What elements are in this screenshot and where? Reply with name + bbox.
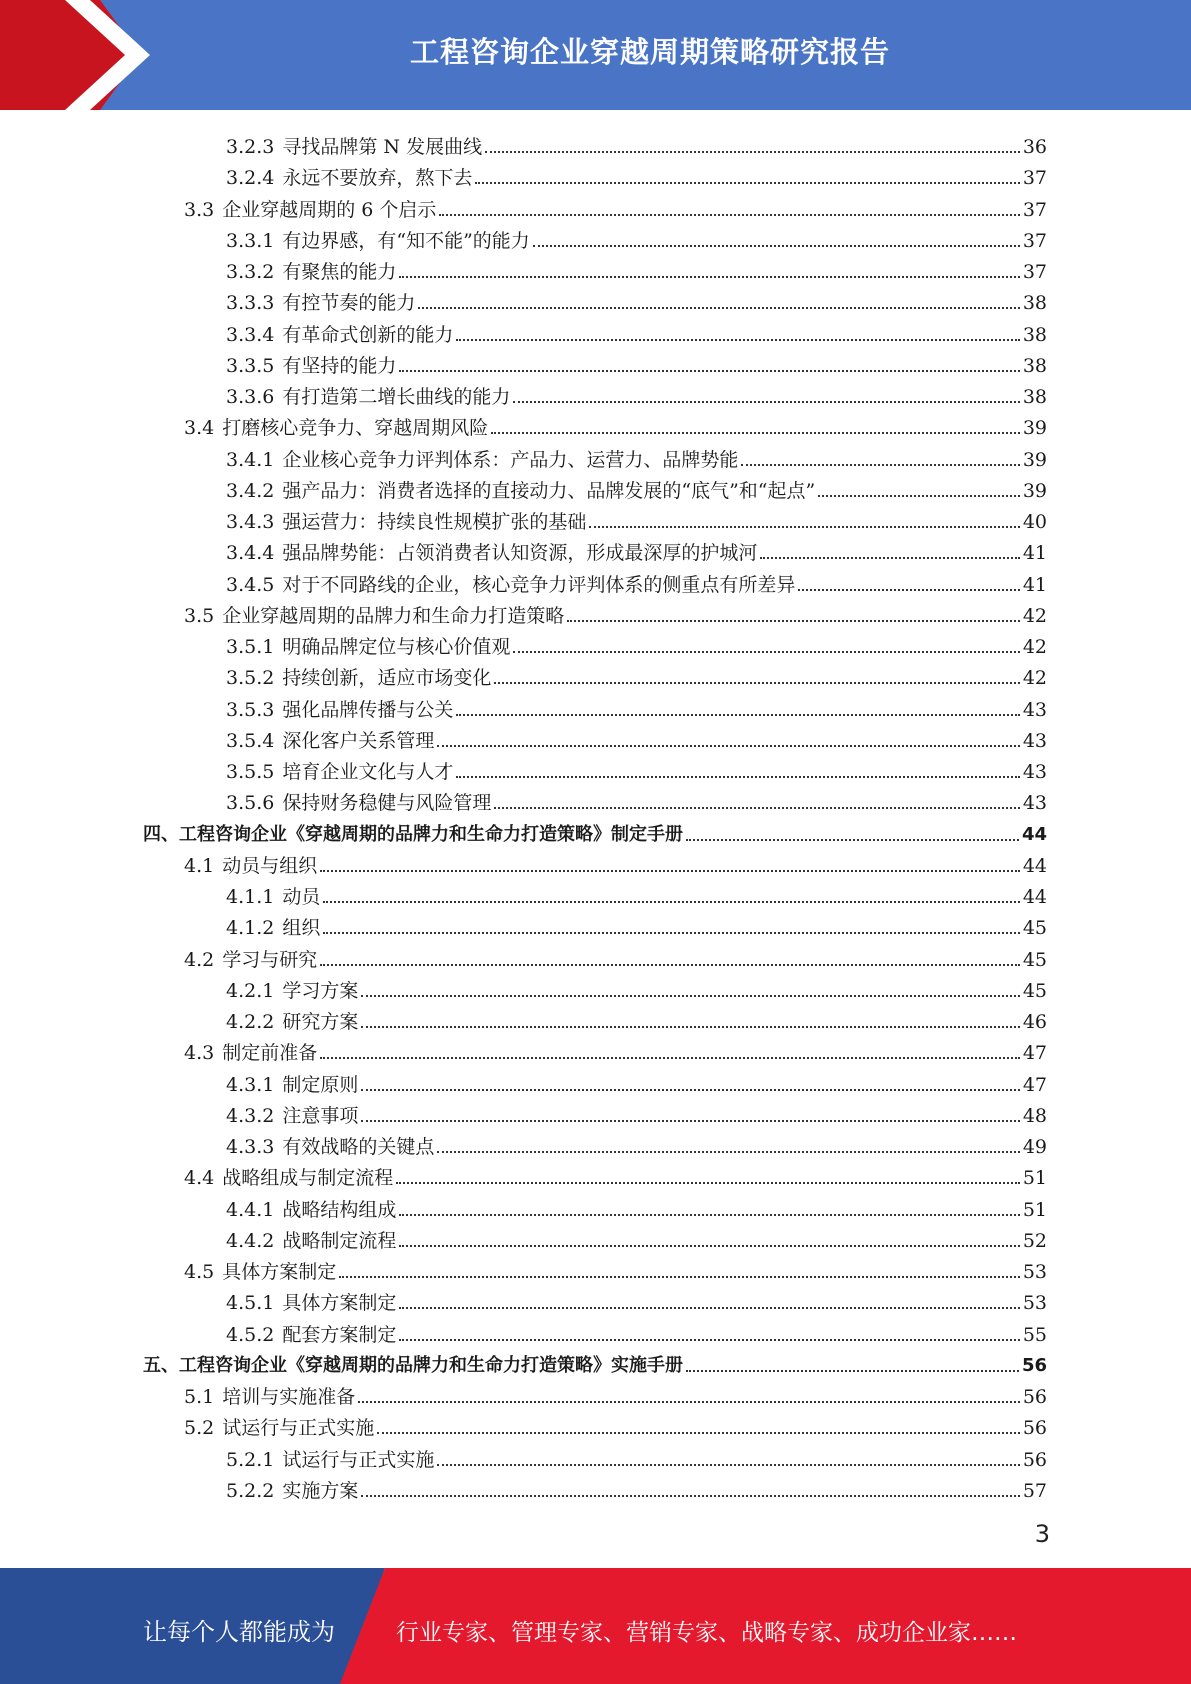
toc-entry-page: 40 [1022, 511, 1047, 533]
toc-dot-leader [439, 213, 1019, 216]
toc-entry-number: 3.4.5 [226, 573, 275, 596]
page-footer [0, 1568, 1191, 1684]
toc-dot-leader [399, 1306, 1019, 1309]
toc-entry[interactable] [226, 1441, 1047, 1472]
toc-entry[interactable] [143, 816, 1047, 847]
toc-entry-number: 5.1 [184, 1386, 215, 1408]
toc-dot-leader [475, 181, 1019, 184]
toc-entry-number: 3.5 [184, 604, 215, 627]
toc-entry-number: 4.3.1 [226, 1073, 275, 1096]
toc-entry[interactable] [184, 1034, 1047, 1065]
toc-entry-number: 4.4.1 [226, 1198, 275, 1221]
toc-dot-leader [686, 838, 1019, 841]
toc-entry-number: 3.2.4 [226, 167, 275, 190]
toc-entry-number: 3.3.3 [226, 292, 275, 315]
page-number: 3 [1034, 1520, 1050, 1548]
toc-entry-page: 55 [1022, 1323, 1047, 1346]
toc-entry-title: 有坚持的能力 [282, 354, 397, 377]
toc-entry-page: 56 [1021, 1354, 1047, 1376]
toc-entry-title: 企业核心竞争力评判体系：产品力、运营力、品牌势能 [282, 448, 739, 471]
toc-entry-page: 53 [1022, 1292, 1047, 1315]
toc-dot-leader [399, 1244, 1019, 1247]
toc-dot-leader [437, 744, 1019, 747]
toc-dot-leader [533, 244, 1020, 247]
toc-entry-title: 企业穿越周期的品牌力和生命力打造策略 [222, 604, 565, 627]
toc-entry-title: 战略制定流程 [282, 1229, 397, 1252]
toc-dot-leader [491, 431, 1020, 434]
toc-entry-title: 对于不同路线的企业，核心竞争力评判体系的侧重点有所差异 [282, 573, 796, 596]
toc-entry-title: 深化客户关系管理 [282, 729, 435, 752]
toc-entry-number: 3.5.6 [226, 792, 275, 815]
toc-dot-leader [377, 1431, 1020, 1434]
toc-entry[interactable] [184, 847, 1047, 878]
toc-entry-title: 具体方案制定 [222, 1261, 337, 1283]
toc-entry[interactable] [226, 316, 1047, 347]
toc-entry-title: 注意事项 [282, 1104, 359, 1127]
toc-entry-number: 3.4 [184, 417, 215, 440]
report-title: 工程咨询企业穿越周期策略研究报告 [409, 35, 890, 69]
toc-entry[interactable] [184, 1159, 1047, 1190]
toc-entry-number: 4.1 [184, 854, 215, 877]
toc-entry[interactable] [226, 159, 1047, 190]
toc-entry[interactable] [226, 1191, 1047, 1222]
toc-entry[interactable] [226, 1284, 1047, 1315]
toc-entry-title: 有革命式创新的能力 [282, 323, 454, 346]
toc-dot-leader [437, 1463, 1019, 1466]
toc-entry-page: 38 [1022, 386, 1047, 408]
toc-dot-leader [494, 806, 1019, 809]
toc-dot-leader [513, 400, 1019, 403]
toc-entry[interactable] [184, 1378, 1047, 1409]
toc-entry-number: 4.5.1 [226, 1292, 275, 1315]
toc-entry-number: 4.1.1 [226, 886, 275, 908]
toc-entry-number: 4.5.2 [226, 1323, 275, 1346]
toc-entry-title: 有聚焦的能力 [282, 261, 397, 283]
toc-entry-title: 五、工程咨询企业《穿越周期的品牌力和生命力打造策略》实施手册 [143, 1354, 683, 1376]
toc-entry-page: 56 [1022, 1448, 1047, 1471]
toc-dot-leader [741, 463, 1019, 466]
toc-entry-title: 永远不要放弃，熬下去 [282, 167, 473, 190]
toc-entry-number: 4.2.1 [226, 979, 275, 1002]
toc-entry-number: 3.4.3 [226, 511, 275, 533]
toc-entry-number: 3.5.1 [226, 636, 275, 658]
toc-entry-title: 制定前准备 [222, 1042, 318, 1065]
toc-entry[interactable] [226, 472, 1047, 503]
toc-entry-title: 制定原则 [282, 1073, 359, 1096]
toc-entry-page: 51 [1022, 1167, 1047, 1190]
toc-entry-page: 38 [1022, 292, 1047, 315]
toc-entry[interactable] [226, 878, 1047, 909]
toc-entry-title: 明确品牌定位与核心价值观 [282, 636, 511, 658]
toc-entry-title: 学习方案 [282, 979, 359, 1002]
toc-dot-leader [399, 1338, 1019, 1341]
toc-entry-title: 企业穿越周期的 6 个启示 [222, 198, 437, 221]
toc-entry-page: 45 [1022, 948, 1047, 971]
toc-entry-page: 37 [1022, 198, 1047, 221]
toc-entry-number: 4.2.2 [226, 1011, 275, 1033]
toc-entry-number: 5.2 [184, 1417, 215, 1440]
toc-entry-title: 组织 [282, 917, 321, 940]
toc-entry-number: 3.3.5 [226, 354, 275, 377]
toc-dot-leader [456, 713, 1019, 716]
toc-dot-leader [339, 1275, 1020, 1278]
toc-dot-leader [818, 494, 1020, 497]
toc-entry-page: 37 [1022, 261, 1047, 283]
toc-entry[interactable] [226, 628, 1047, 659]
toc-dot-leader [361, 994, 1019, 997]
toc-entry-number: 3.5.4 [226, 729, 275, 752]
toc-entry[interactable] [226, 534, 1047, 565]
toc-entry-page: 47 [1022, 1073, 1047, 1096]
toc-entry-number: 5.2.2 [226, 1479, 275, 1502]
toc-entry[interactable] [226, 441, 1047, 472]
footer-slogan-left: 让每个人都能成为 [143, 1618, 335, 1646]
footer-slogan-right: 行业专家、管理专家、营销专家、战略专家、成功企业家…… [396, 1620, 1017, 1646]
toc-entry-number: 4.4.2 [226, 1229, 275, 1252]
toc-entry-page: 56 [1022, 1386, 1047, 1408]
toc-entry-title: 动员 [282, 886, 321, 908]
toc-entry[interactable] [226, 253, 1047, 284]
toc-entry[interactable] [226, 1066, 1047, 1097]
toc-entry-page: 56 [1022, 1417, 1047, 1440]
toc-entry-page: 43 [1022, 729, 1047, 752]
toc-dot-leader [567, 619, 1020, 622]
toc-entry-number: 4.3 [184, 1042, 215, 1065]
page-header [0, 0, 1191, 110]
toc-entry[interactable] [226, 503, 1047, 534]
toc-entry-page: 39 [1022, 479, 1047, 502]
toc-entry-page: 39 [1022, 417, 1047, 440]
toc-entry-number: 3.2.3 [226, 136, 275, 158]
toc-dot-leader [456, 775, 1019, 778]
toc-entry[interactable] [226, 284, 1047, 315]
toc-entry-number: 3.3.4 [226, 323, 275, 346]
toc-dot-leader [760, 556, 1019, 559]
toc-entry[interactable] [226, 1472, 1047, 1503]
toc-entry-page: 41 [1022, 542, 1047, 565]
toc-entry[interactable] [226, 347, 1047, 378]
toc-entry[interactable] [226, 378, 1047, 409]
toc-entry-page: 41 [1022, 573, 1047, 596]
toc-entry[interactable] [226, 784, 1047, 815]
toc-entry-title: 持续创新，适应市场变化 [282, 667, 492, 690]
toc-entry-number: 3.5.5 [226, 761, 275, 783]
toc-entry-page: 43 [1022, 698, 1047, 721]
toc-entry-number: 4.4 [184, 1167, 215, 1190]
toc-entry-title: 实施方案 [282, 1479, 359, 1502]
toc-entry-number: 4.5 [184, 1261, 215, 1283]
toc-entry-page: 37 [1022, 167, 1047, 190]
toc-entry-number: 3.4.2 [226, 479, 275, 502]
toc-entry[interactable] [226, 722, 1047, 753]
toc-entry-number: 4.1.2 [226, 917, 275, 940]
toc-entry-page: 44 [1022, 886, 1047, 908]
toc-entry-page: 42 [1022, 636, 1047, 658]
toc-entry-number: 4.3.2 [226, 1104, 275, 1127]
toc-entry-number: 3.5.2 [226, 667, 275, 690]
toc-entry-title: 强产品力：消费者选择的直接动力、品牌发展的“底气”和“起点” [282, 479, 816, 502]
toc-entry-title: 保持财务稳健与风险管理 [282, 792, 492, 815]
toc-entry[interactable] [184, 597, 1047, 628]
toc-entry-page: 53 [1022, 1261, 1047, 1283]
toc-dot-leader [361, 1494, 1019, 1497]
toc-dot-leader [399, 369, 1019, 372]
toc-entry-page: 57 [1022, 1479, 1047, 1502]
toc-entry-number: 3.5.3 [226, 698, 275, 721]
toc-entry-title: 强运营力：持续良性规模扩张的基础 [282, 511, 587, 533]
toc-dot-leader [686, 1369, 1019, 1372]
toc-entry[interactable] [226, 691, 1047, 722]
toc-entry[interactable] [226, 566, 1047, 597]
toc-dot-leader [320, 963, 1020, 966]
header-red-arrow [0, 0, 140, 110]
toc-entry-number: 5.2.1 [226, 1448, 275, 1471]
toc-entry-page: 44 [1022, 854, 1047, 877]
toc-entry[interactable] [226, 972, 1047, 1003]
toc-entry[interactable] [226, 659, 1047, 690]
toc-entry[interactable] [184, 1409, 1047, 1440]
toc-entry-page: 42 [1022, 667, 1047, 690]
toc-entry-page: 38 [1022, 323, 1047, 346]
toc-entry-page: 45 [1022, 917, 1047, 940]
toc-dot-leader [396, 1181, 1020, 1184]
toc-dot-leader [320, 1056, 1020, 1059]
toc-entry-title: 打磨核心竞争力、穿越周期风险 [222, 417, 489, 440]
toc-entry-title: 战略结构组成 [282, 1198, 397, 1221]
toc-dot-leader [361, 1088, 1019, 1091]
toc-entry-number: 4.3.3 [226, 1136, 275, 1158]
toc-entry[interactable] [184, 409, 1047, 440]
toc-entry-page: 52 [1022, 1229, 1047, 1252]
toc-entry-page: 47 [1022, 1042, 1047, 1065]
toc-dot-leader [323, 900, 1019, 903]
toc-entry-number: 4.2 [184, 948, 215, 971]
toc-entry-page: 49 [1022, 1136, 1047, 1158]
toc-entry-title: 强品牌势能：占领消费者认知资源，形成最深厚的护城河 [282, 542, 758, 565]
toc-dot-leader [323, 931, 1019, 934]
toc-entry-page: 38 [1022, 354, 1047, 377]
toc-dot-leader [589, 525, 1019, 528]
toc-entry-page: 51 [1022, 1198, 1047, 1221]
toc-entry-title: 寻找品牌第 N 发展曲线 [282, 136, 483, 158]
toc-entry-number: 3.4.1 [226, 448, 275, 471]
toc-entry[interactable] [184, 191, 1047, 222]
toc-entry-page: 45 [1022, 979, 1047, 1002]
toc-entry[interactable] [226, 1097, 1047, 1128]
toc-dot-leader [418, 306, 1019, 309]
toc-entry-title: 动员与组织 [222, 854, 318, 877]
toc-entry-title: 有边界感，有“知不能”的能力 [282, 229, 530, 252]
toc-entry-page: 48 [1022, 1104, 1047, 1127]
toc-dot-leader [456, 338, 1019, 341]
toc-dot-leader [494, 681, 1019, 684]
toc-entry-title: 研究方案 [282, 1011, 359, 1033]
toc-entry-title: 战略组成与制定流程 [222, 1167, 394, 1190]
toc-dot-leader [513, 650, 1019, 653]
toc-entry-title: 强化品牌传播与公关 [282, 698, 454, 721]
toc-entry[interactable] [143, 1347, 1047, 1378]
toc-entry-page: 36 [1022, 136, 1047, 158]
toc-entry-title: 试运行与正式实施 [282, 1448, 435, 1471]
toc-entry-number: 3.4.4 [226, 542, 275, 565]
toc-dot-leader [320, 869, 1020, 872]
toc-entry-title: 有效战略的关键点 [282, 1136, 435, 1158]
toc-entry-title: 培训与实施准备 [222, 1386, 356, 1408]
toc-dot-leader [361, 1025, 1019, 1028]
toc-entry-page: 39 [1022, 448, 1047, 471]
toc-entry-number: 3.3.1 [226, 229, 275, 252]
toc-entry-title: 有控节奏的能力 [282, 292, 416, 315]
toc-entry[interactable] [226, 222, 1047, 253]
toc-dot-leader [399, 1213, 1019, 1216]
toc-entry-title: 培育企业文化与人才 [282, 761, 454, 783]
toc-entry-title: 学习与研究 [222, 948, 318, 971]
toc-entry-page: 44 [1021, 823, 1047, 845]
toc-entry[interactable] [184, 1253, 1047, 1284]
toc-entry[interactable] [226, 909, 1047, 940]
toc-dot-leader [358, 1400, 1020, 1403]
toc-entry-title: 具体方案制定 [282, 1292, 397, 1315]
toc-entry-number: 3.3.6 [226, 386, 275, 408]
toc-entry-title: 有打造第二增长曲线的能力 [282, 386, 511, 408]
toc-entry-page: 37 [1022, 229, 1047, 252]
toc-entry[interactable] [226, 128, 1047, 159]
toc-dot-leader [798, 588, 1019, 591]
toc-entry-title: 四、工程咨询企业《穿越周期的品牌力和生命力打造策略》制定手册 [143, 823, 683, 845]
toc-dot-leader [361, 1119, 1019, 1122]
toc-entry[interactable] [226, 1222, 1047, 1253]
toc-entry-page: 43 [1022, 792, 1047, 815]
toc-dot-leader [399, 275, 1019, 278]
toc-entry-page: 43 [1022, 761, 1047, 783]
toc-entry-number: 3.3 [184, 198, 215, 221]
toc-dot-leader [485, 150, 1020, 153]
toc-entry[interactable] [184, 941, 1047, 972]
toc-entry-title: 配套方案制定 [282, 1323, 397, 1346]
toc-entry-title: 试运行与正式实施 [222, 1417, 375, 1440]
toc-entry[interactable] [226, 1003, 1047, 1034]
toc-entry-page: 42 [1022, 604, 1047, 627]
toc-entry[interactable] [226, 1128, 1047, 1159]
toc-entry-page: 46 [1022, 1011, 1047, 1033]
toc-dot-leader [437, 1150, 1019, 1153]
toc-entry-number: 3.3.2 [226, 261, 275, 283]
toc-entry[interactable] [226, 753, 1047, 784]
toc-entry[interactable] [226, 1316, 1047, 1347]
